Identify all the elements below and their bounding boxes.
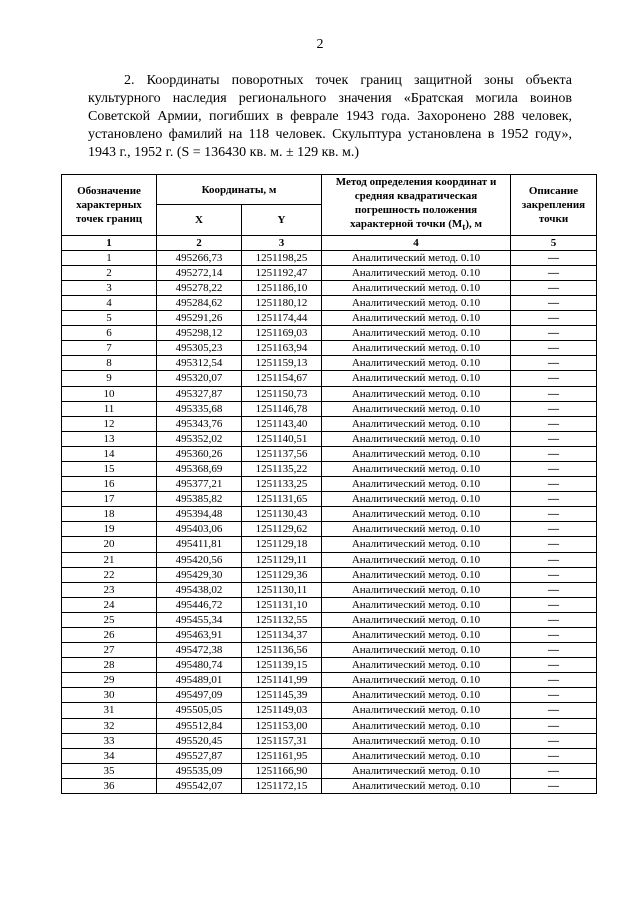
column-number: 5: [511, 235, 597, 250]
y-coordinate-cell: 1251166,90: [242, 763, 322, 778]
method-cell: Аналитический метод. 0.10: [322, 522, 511, 537]
y-coordinate-cell: 1251145,39: [242, 688, 322, 703]
table-row: [62, 658, 597, 673]
method-cell: Аналитический метод. 0.10: [322, 311, 511, 326]
table-row: [62, 341, 597, 356]
x-coordinate-cell: 495429,30: [157, 567, 242, 582]
column-number-row: [62, 235, 597, 250]
table-row: [62, 507, 597, 522]
point-number-cell: 18: [62, 507, 157, 522]
x-coordinate-cell: 495520,45: [157, 733, 242, 748]
point-number-cell: 8: [62, 356, 157, 371]
header-method-sub: t: [462, 222, 466, 233]
description-cell: —: [511, 567, 597, 582]
method-cell: Аналитический метод. 0.10: [322, 733, 511, 748]
point-number-cell: 33: [62, 733, 157, 748]
intro-paragraph: 2. Координаты поворотных точек границ защитной зоны объекта культурного наследия регионального значения «Братская могила воинов Советской Армии, погибших в феврале 1943 года. Захоронено 288 человек, установлено фамилий на 118 человек. Скульптура установлена в 1952 году», 1943 г., 1952 г. (S = 136430 кв. м. ± 129 кв. м.): [88, 73, 572, 160]
point-number-cell: 2: [62, 265, 157, 280]
x-coordinate-cell: 495320,07: [157, 371, 242, 386]
method-cell: Аналитический метод. 0.10: [322, 341, 511, 356]
method-cell: Аналитический метод. 0.10: [322, 386, 511, 401]
table-row: [62, 733, 597, 748]
y-coordinate-cell: 1251192,47: [242, 265, 322, 280]
description-cell: —: [511, 537, 597, 552]
table-row: [62, 295, 597, 310]
y-coordinate-cell: 1251136,56: [242, 643, 322, 658]
table-row: [62, 280, 597, 295]
description-cell: —: [511, 295, 597, 310]
coordinates-table: [61, 174, 597, 794]
x-coordinate-cell: 495505,05: [157, 703, 242, 718]
y-coordinate-cell: 1251159,13: [242, 356, 322, 371]
x-coordinate-cell: 495463,91: [157, 628, 242, 643]
description-cell: —: [511, 688, 597, 703]
table-row: [62, 597, 597, 612]
x-coordinate-cell: 495455,34: [157, 612, 242, 627]
header-designation: Обозначение характерных точек границ: [62, 175, 157, 236]
point-number-cell: 7: [62, 341, 157, 356]
description-cell: —: [511, 280, 597, 295]
point-number-cell: 6: [62, 326, 157, 341]
header-coordinates: Координаты, м: [157, 175, 322, 205]
y-coordinate-cell: 1251149,03: [242, 703, 322, 718]
x-coordinate-cell: 495352,02: [157, 431, 242, 446]
x-coordinate-cell: 495343,76: [157, 416, 242, 431]
y-coordinate-cell: 1251130,11: [242, 582, 322, 597]
description-cell: —: [511, 265, 597, 280]
table-row: [62, 431, 597, 446]
x-coordinate-cell: 495327,87: [157, 386, 242, 401]
x-coordinate-cell: 495284,62: [157, 295, 242, 310]
y-coordinate-cell: 1251163,94: [242, 341, 322, 356]
method-cell: Аналитический метод. 0.10: [322, 552, 511, 567]
x-coordinate-cell: 495368,69: [157, 461, 242, 476]
column-number: 1: [62, 235, 157, 250]
column-number: 3: [242, 235, 322, 250]
x-coordinate-cell: 495480,74: [157, 658, 242, 673]
description-cell: —: [511, 522, 597, 537]
description-cell: —: [511, 778, 597, 793]
point-number-cell: 29: [62, 673, 157, 688]
description-cell: —: [511, 371, 597, 386]
header-x: X: [157, 205, 242, 235]
x-coordinate-cell: 495272,14: [157, 265, 242, 280]
y-coordinate-cell: 1251146,78: [242, 401, 322, 416]
y-coordinate-cell: 1251186,10: [242, 280, 322, 295]
method-cell: Аналитический метод. 0.10: [322, 748, 511, 763]
point-number-cell: 3: [62, 280, 157, 295]
y-coordinate-cell: 1251132,55: [242, 612, 322, 627]
description-cell: —: [511, 326, 597, 341]
description-cell: —: [511, 673, 597, 688]
header-y: Y: [242, 205, 322, 235]
x-coordinate-cell: 495305,23: [157, 341, 242, 356]
y-coordinate-cell: 1251150,73: [242, 386, 322, 401]
table-row: [62, 582, 597, 597]
y-coordinate-cell: 1251141,99: [242, 673, 322, 688]
method-cell: Аналитический метод. 0.10: [322, 643, 511, 658]
table-row: [62, 778, 597, 793]
table-row: [62, 718, 597, 733]
table-row: [62, 567, 597, 582]
table-row: [62, 612, 597, 627]
method-cell: Аналитический метод. 0.10: [322, 371, 511, 386]
point-number-cell: 12: [62, 416, 157, 431]
y-coordinate-cell: 1251134,37: [242, 628, 322, 643]
intro-section: [88, 72, 572, 162]
y-coordinate-cell: 1251157,31: [242, 733, 322, 748]
x-coordinate-cell: 495298,12: [157, 326, 242, 341]
table-row: [62, 386, 597, 401]
description-cell: —: [511, 477, 597, 492]
method-cell: Аналитический метод. 0.10: [322, 658, 511, 673]
point-number-cell: 25: [62, 612, 157, 627]
description-cell: —: [511, 341, 597, 356]
header-method: [322, 175, 511, 236]
description-cell: —: [511, 507, 597, 522]
table-row: [62, 371, 597, 386]
table-row: [62, 673, 597, 688]
x-coordinate-cell: 495535,09: [157, 763, 242, 778]
point-number-cell: 23: [62, 582, 157, 597]
table-row: [62, 265, 597, 280]
table-row: [62, 416, 597, 431]
y-coordinate-cell: 1251161,95: [242, 748, 322, 763]
description-cell: —: [511, 446, 597, 461]
point-number-cell: 31: [62, 703, 157, 718]
table-row: [62, 522, 597, 537]
table-row: [62, 703, 597, 718]
method-cell: Аналитический метод. 0.10: [322, 718, 511, 733]
y-coordinate-cell: 1251143,40: [242, 416, 322, 431]
page-number: 2: [316, 37, 324, 52]
point-number-cell: 30: [62, 688, 157, 703]
y-coordinate-cell: 1251129,62: [242, 522, 322, 537]
point-number-cell: 27: [62, 643, 157, 658]
method-cell: Аналитический метод. 0.10: [322, 597, 511, 612]
point-number-cell: 5: [62, 311, 157, 326]
y-coordinate-cell: 1251130,43: [242, 507, 322, 522]
method-cell: Аналитический метод. 0.10: [322, 431, 511, 446]
table-row: [62, 763, 597, 778]
method-cell: Аналитический метод. 0.10: [322, 763, 511, 778]
point-number-cell: 26: [62, 628, 157, 643]
table-row: [62, 552, 597, 567]
header-description: Описание закрепления точки: [511, 175, 597, 236]
x-coordinate-cell: 495403,06: [157, 522, 242, 537]
point-number-cell: 15: [62, 461, 157, 476]
table-body: [62, 250, 597, 793]
y-coordinate-cell: 1251133,25: [242, 477, 322, 492]
method-cell: Аналитический метод. 0.10: [322, 477, 511, 492]
method-cell: Аналитический метод. 0.10: [322, 446, 511, 461]
description-cell: —: [511, 628, 597, 643]
y-coordinate-cell: 1251172,15: [242, 778, 322, 793]
table-row: [62, 311, 597, 326]
x-coordinate-cell: 495266,73: [157, 250, 242, 265]
point-number-cell: 9: [62, 371, 157, 386]
y-coordinate-cell: 1251129,36: [242, 567, 322, 582]
table-row: [62, 356, 597, 371]
column-number: 4: [322, 235, 511, 250]
point-number-cell: 10: [62, 386, 157, 401]
x-coordinate-cell: 495438,02: [157, 582, 242, 597]
point-number-cell: 11: [62, 401, 157, 416]
table-row: [62, 477, 597, 492]
table-row: [62, 492, 597, 507]
x-coordinate-cell: 495394,48: [157, 507, 242, 522]
description-cell: —: [511, 356, 597, 371]
description-cell: —: [511, 748, 597, 763]
description-cell: —: [511, 431, 597, 446]
x-coordinate-cell: 495542,07: [157, 778, 242, 793]
y-coordinate-cell: 1251153,00: [242, 718, 322, 733]
x-coordinate-cell: 495512,84: [157, 718, 242, 733]
x-coordinate-cell: 495446,72: [157, 597, 242, 612]
point-number-cell: 20: [62, 537, 157, 552]
column-number: 2: [157, 235, 242, 250]
header-method-main: Метод определения координат и средняя квадратическая погрешность положения характерной точки (M: [335, 176, 497, 231]
table-row: [62, 250, 597, 265]
x-coordinate-cell: 495312,54: [157, 356, 242, 371]
description-cell: —: [511, 311, 597, 326]
table-row: [62, 628, 597, 643]
y-coordinate-cell: 1251174,44: [242, 311, 322, 326]
x-coordinate-cell: 495411,81: [157, 537, 242, 552]
table-row: [62, 688, 597, 703]
method-cell: Аналитический метод. 0.10: [322, 461, 511, 476]
method-cell: Аналитический метод. 0.10: [322, 582, 511, 597]
method-cell: Аналитический метод. 0.10: [322, 492, 511, 507]
description-cell: —: [511, 612, 597, 627]
method-cell: Аналитический метод. 0.10: [322, 537, 511, 552]
point-number-cell: 34: [62, 748, 157, 763]
point-number-cell: 24: [62, 597, 157, 612]
description-cell: —: [511, 401, 597, 416]
table-row: [62, 401, 597, 416]
method-cell: Аналитический метод. 0.10: [322, 507, 511, 522]
point-number-cell: 4: [62, 295, 157, 310]
description-cell: —: [511, 718, 597, 733]
method-cell: Аналитический метод. 0.10: [322, 326, 511, 341]
y-coordinate-cell: 1251137,56: [242, 446, 322, 461]
description-cell: —: [511, 658, 597, 673]
description-cell: —: [511, 582, 597, 597]
table-row: [62, 326, 597, 341]
point-number-cell: 35: [62, 763, 157, 778]
x-coordinate-cell: 495377,21: [157, 477, 242, 492]
point-number-cell: 21: [62, 552, 157, 567]
description-cell: —: [511, 386, 597, 401]
description-cell: —: [511, 643, 597, 658]
x-coordinate-cell: 495489,01: [157, 673, 242, 688]
point-number-cell: 14: [62, 446, 157, 461]
y-coordinate-cell: 1251180,12: [242, 295, 322, 310]
method-cell: Аналитический метод. 0.10: [322, 703, 511, 718]
y-coordinate-cell: 1251131,10: [242, 597, 322, 612]
y-coordinate-cell: 1251129,18: [242, 537, 322, 552]
y-coordinate-cell: 1251140,51: [242, 431, 322, 446]
method-cell: Аналитический метод. 0.10: [322, 567, 511, 582]
x-coordinate-cell: 495291,26: [157, 311, 242, 326]
y-coordinate-cell: 1251129,11: [242, 552, 322, 567]
x-coordinate-cell: 495278,22: [157, 280, 242, 295]
table-row: [62, 643, 597, 658]
y-coordinate-cell: 1251135,22: [242, 461, 322, 476]
table-row: [62, 461, 597, 476]
table-row: [62, 446, 597, 461]
y-coordinate-cell: 1251169,03: [242, 326, 322, 341]
method-cell: Аналитический метод. 0.10: [322, 628, 511, 643]
point-number-cell: 16: [62, 477, 157, 492]
point-number-cell: 36: [62, 778, 157, 793]
method-cell: Аналитический метод. 0.10: [322, 295, 511, 310]
y-coordinate-cell: 1251198,25: [242, 250, 322, 265]
description-cell: —: [511, 763, 597, 778]
description-cell: —: [511, 250, 597, 265]
x-coordinate-cell: 495497,09: [157, 688, 242, 703]
method-cell: Аналитический метод. 0.10: [322, 612, 511, 627]
header-method-tail: ), м: [465, 218, 482, 231]
point-number-cell: 17: [62, 492, 157, 507]
x-coordinate-cell: 495420,56: [157, 552, 242, 567]
x-coordinate-cell: 495472,38: [157, 643, 242, 658]
x-coordinate-cell: 495335,68: [157, 401, 242, 416]
description-cell: —: [511, 552, 597, 567]
description-cell: —: [511, 461, 597, 476]
y-coordinate-cell: 1251154,67: [242, 371, 322, 386]
x-coordinate-cell: 495385,82: [157, 492, 242, 507]
point-number-cell: 32: [62, 718, 157, 733]
method-cell: Аналитический метод. 0.10: [322, 688, 511, 703]
method-cell: Аналитический метод. 0.10: [322, 250, 511, 265]
point-number-cell: 1: [62, 250, 157, 265]
point-number-cell: 22: [62, 567, 157, 582]
method-cell: Аналитический метод. 0.10: [322, 280, 511, 295]
point-number-cell: 13: [62, 431, 157, 446]
x-coordinate-cell: 495360,26: [157, 446, 242, 461]
method-cell: Аналитический метод. 0.10: [322, 401, 511, 416]
description-cell: —: [511, 597, 597, 612]
y-coordinate-cell: 1251139,15: [242, 658, 322, 673]
method-cell: Аналитический метод. 0.10: [322, 265, 511, 280]
method-cell: Аналитический метод. 0.10: [322, 778, 511, 793]
table-row: [62, 537, 597, 552]
point-number-cell: 28: [62, 658, 157, 673]
x-coordinate-cell: 495527,87: [157, 748, 242, 763]
description-cell: —: [511, 416, 597, 431]
point-number-cell: 19: [62, 522, 157, 537]
y-coordinate-cell: 1251131,65: [242, 492, 322, 507]
method-cell: Аналитический метод. 0.10: [322, 673, 511, 688]
table-row: [62, 748, 597, 763]
method-cell: Аналитический метод. 0.10: [322, 356, 511, 371]
description-cell: —: [511, 703, 597, 718]
description-cell: —: [511, 733, 597, 748]
method-cell: Аналитический метод. 0.10: [322, 416, 511, 431]
description-cell: —: [511, 492, 597, 507]
